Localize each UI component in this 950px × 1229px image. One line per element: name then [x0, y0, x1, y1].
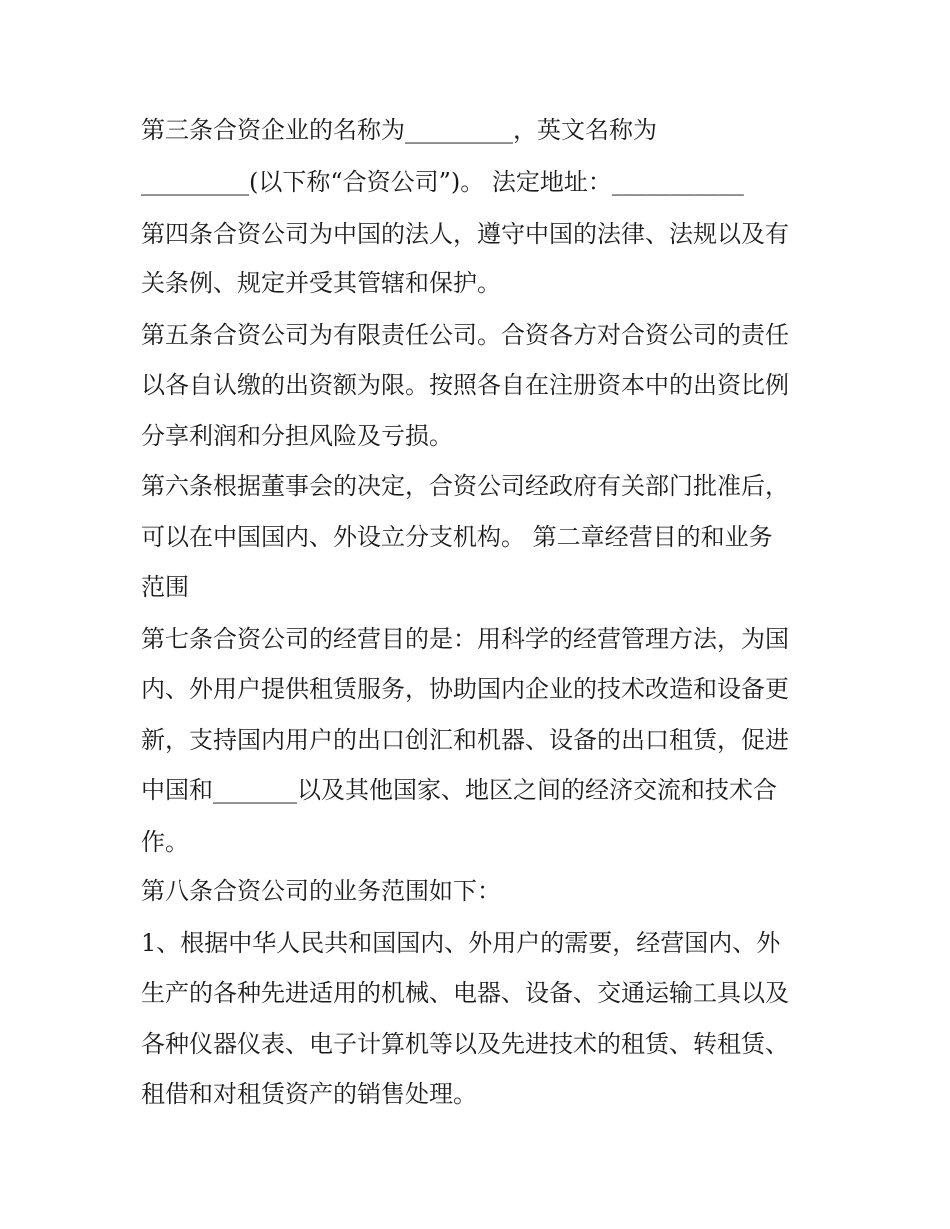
- text-line: 第七条合资公司的经营目的是：用科学的经营管理方法，为国: [141, 625, 789, 653]
- text-line: 可以在中国国内、外设立分支机构。 第二章经营目的和业务: [141, 523, 773, 551]
- text-line: 第八条合资公司的业务范围如下：: [141, 877, 501, 905]
- text-line: 第五条合资公司为有限责任公司。合资各方对合资公司的责任: [141, 321, 789, 349]
- text-line: 生产的各种先进适用的机械、电器、设备、交通运输工具以及: [141, 979, 789, 1007]
- text-line: 中国和_______以及其他国家、地区之间的经济交流和技术合: [141, 776, 777, 804]
- text-line: 内、外用户提供租赁服务，协助国内企业的技术改造和设备更: [141, 675, 789, 703]
- text-line: 第三条合资企业的名称为_________，英文名称为: [141, 116, 657, 144]
- text-line: 关条例、规定并受其管辖和保护。: [141, 269, 501, 297]
- text-line: 作。: [141, 828, 189, 856]
- text-line: 以各自认缴的出资额为限。按照各自在注册资本中的出资比例: [141, 371, 789, 399]
- text-line: 分享利润和分担风险及亏损。: [141, 422, 453, 450]
- text-line: 第六条根据董事会的决定，合资公司经政府有关部门批准后，: [141, 472, 789, 500]
- text-line: 第四条合资公司为中国的法人，遵守中国的法律、法规以及有: [141, 220, 789, 248]
- text-line: 新，支持国内用户的出口创汇和机器、设备的出口租赁，促进: [141, 726, 789, 754]
- text-line: 1、根据中华人民共和国国内、外用户的需要，经营国内、外: [141, 929, 781, 957]
- text-line: _________(以下称“合资公司”)。 法定地址：___________: [141, 168, 744, 196]
- text-line: 范围: [141, 573, 189, 601]
- text-line: 租借和对租赁资产的销售处理。: [141, 1080, 477, 1108]
- text-line: 各种仪器仪表、电子计算机等以及先进技术的租赁、转租赁、: [141, 1030, 789, 1058]
